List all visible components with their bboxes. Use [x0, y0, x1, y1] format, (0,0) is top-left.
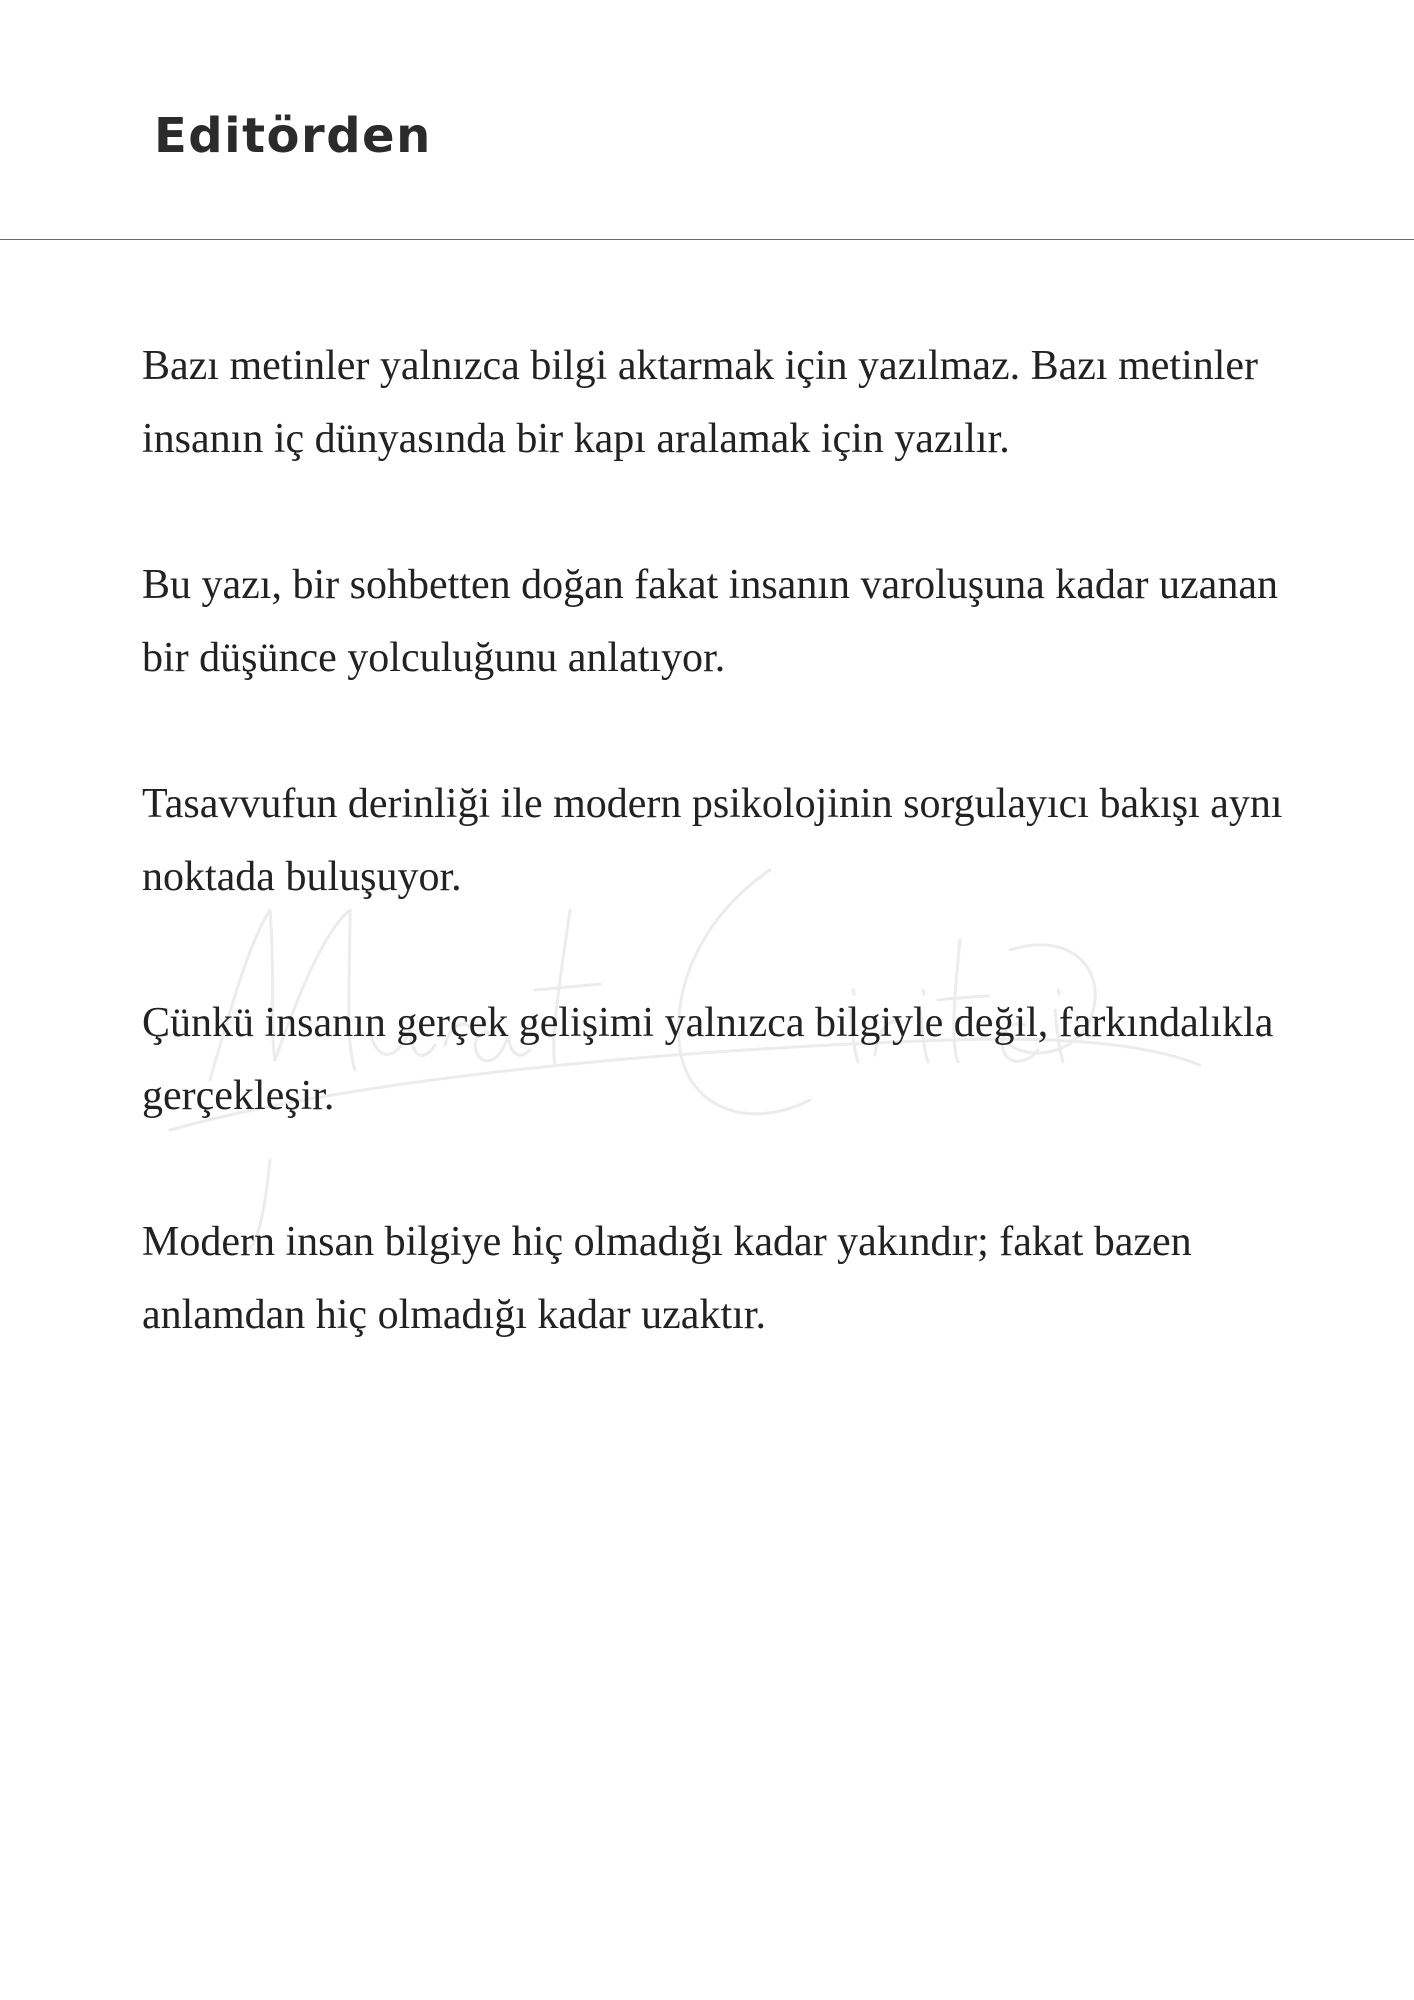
paragraph: Bazı metinler yalnızca bilgi aktarmak için yazılmaz. Bazı metinler insanın iç dünyasında bir kapı aralamak için yazılır.: [142, 343, 1259, 462]
paragraph: Modern insan bilgiye hiç olmadığı kadar yakındır; fakat bazen anlamdan hiç olmadığı kadar uzaktır.: [142, 1219, 1192, 1338]
paragraph: Çünkü insanın gerçek gelişimi yalnızca bilgiyle değil, farkındalıkla gerçekleşir.: [142, 1000, 1274, 1119]
header-divider: [0, 239, 1414, 240]
paragraph: Bu yazı, bir sohbetten doğan fakat insanın varoluşuna kadar uzanan bir düşünce yolculuğunu anlatıyor.: [142, 562, 1278, 681]
paragraph: Tasavvufun derinliği ile modern psikolojinin sorgulayıcı bakışı aynı noktada buluşuyor.: [142, 781, 1283, 900]
editorial-body: [142, 330, 1292, 1425]
page-title: Editörden: [154, 108, 432, 164]
